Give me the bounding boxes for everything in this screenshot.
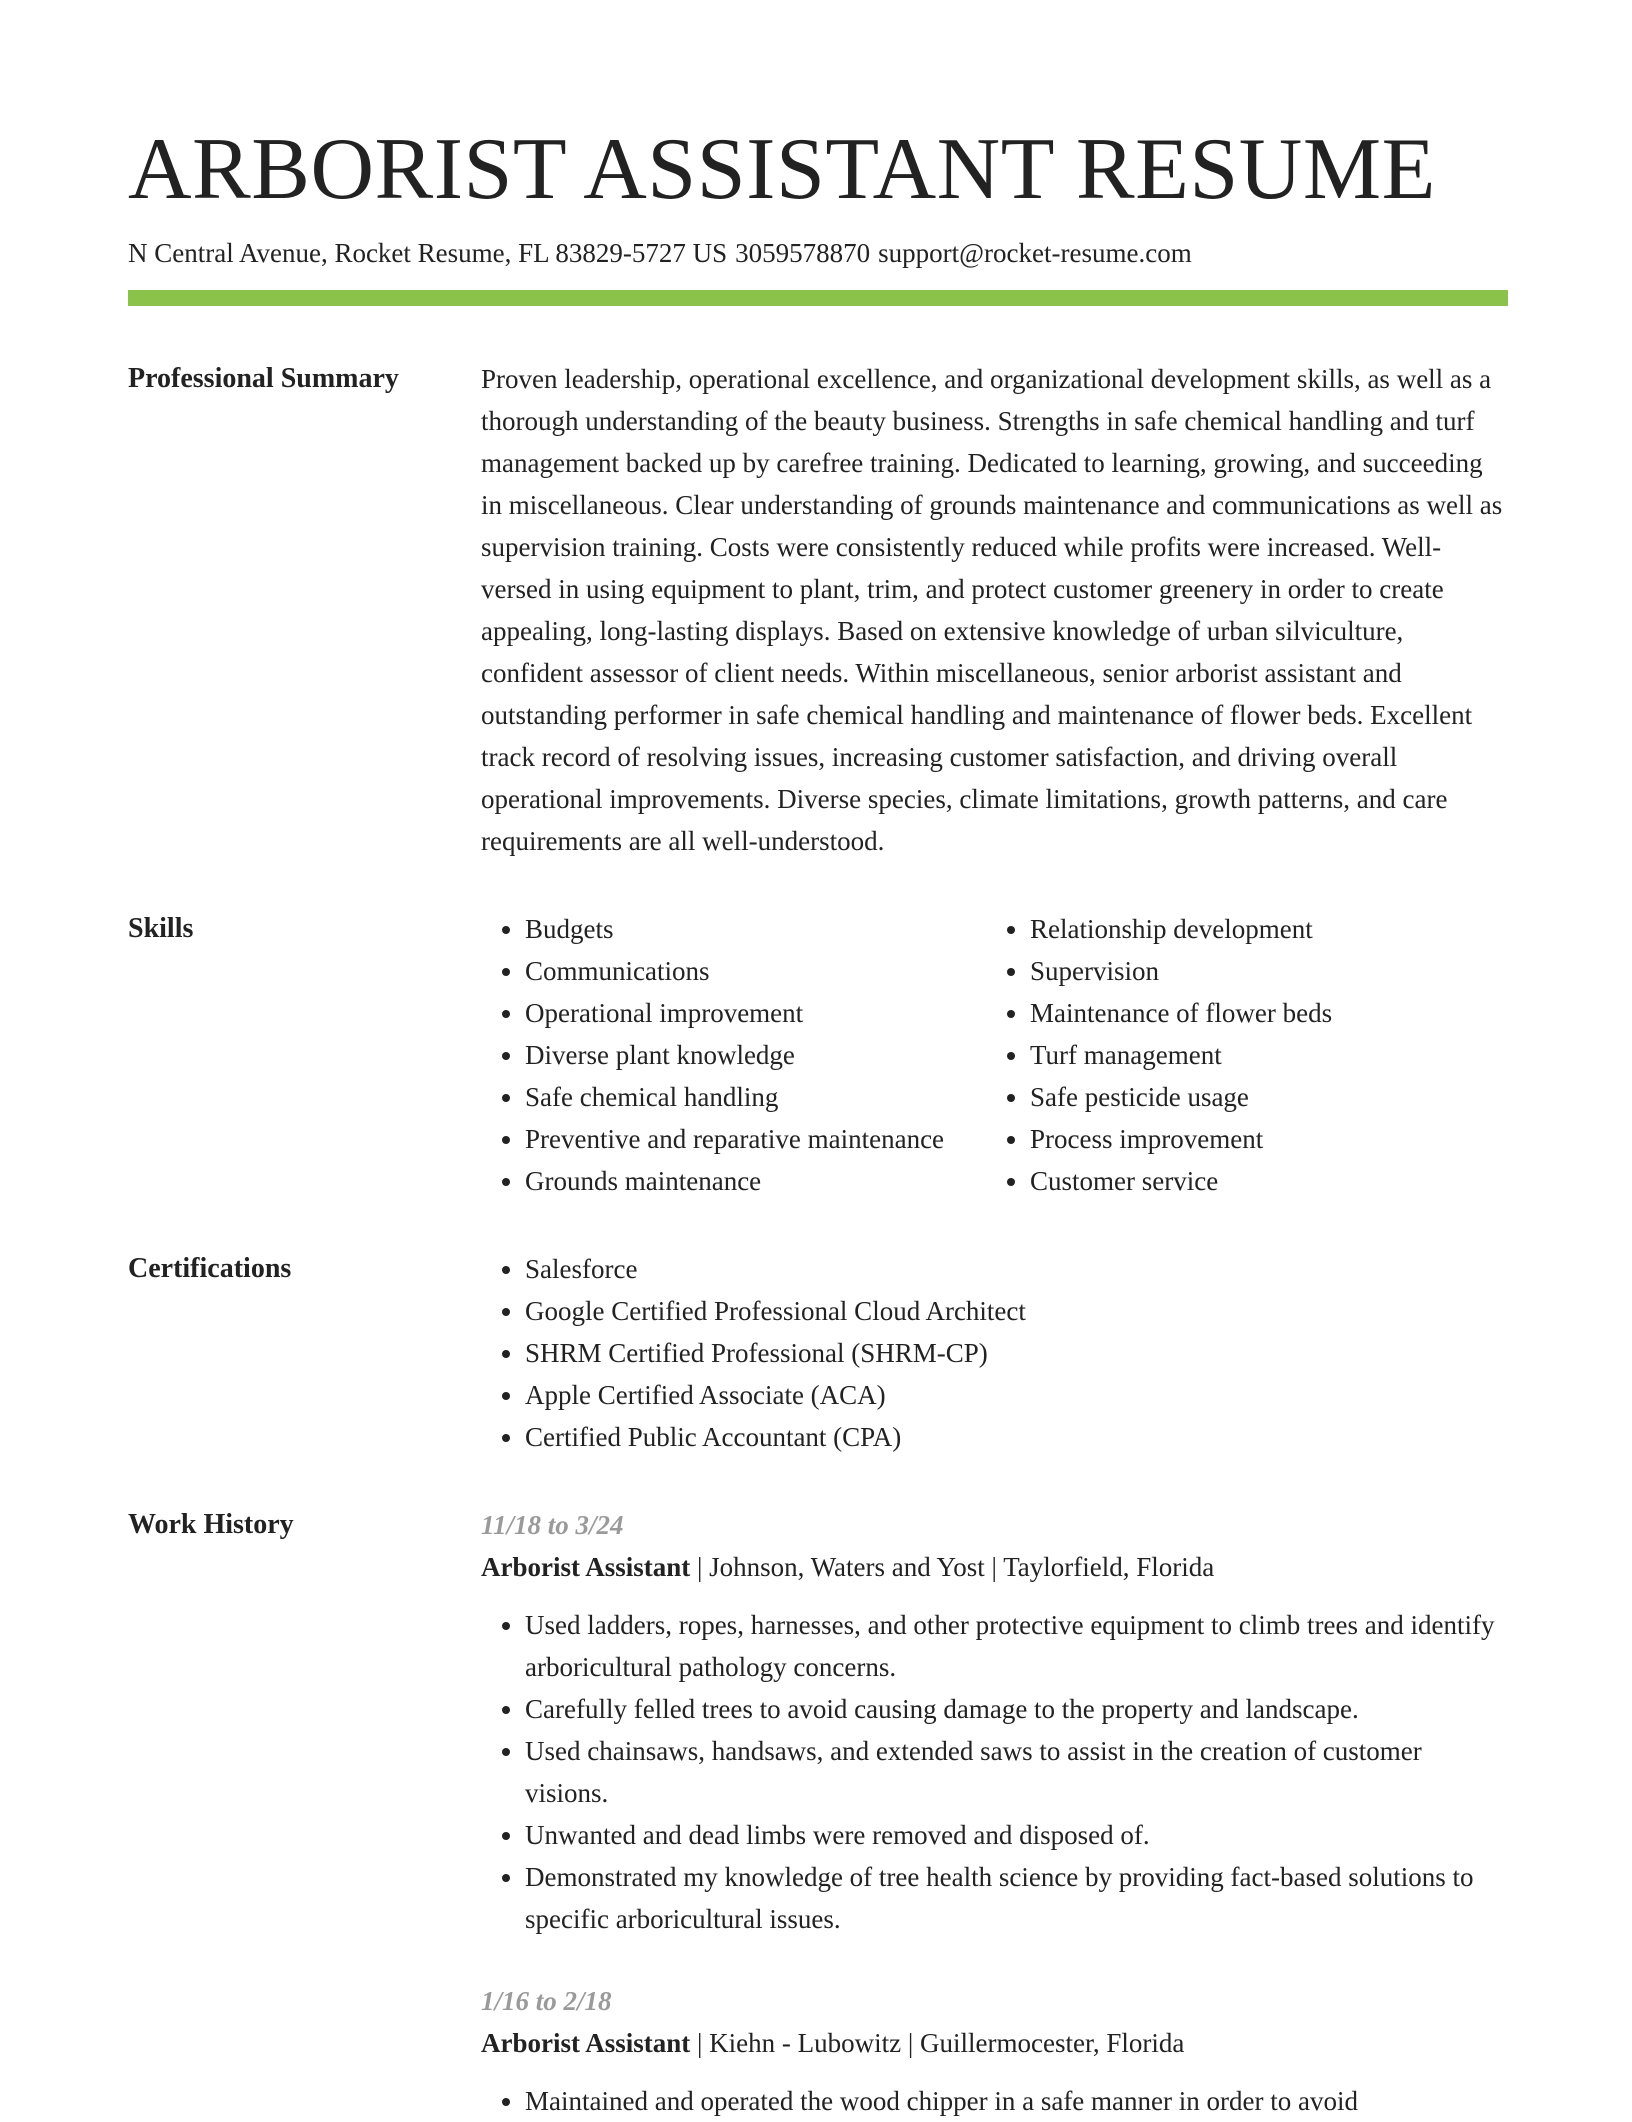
contact-email: support@rocket-resume.com (878, 238, 1192, 268)
contact-phone: 3059578870 (735, 238, 871, 268)
skill-item: • Communications (525, 950, 986, 992)
certification-item: • SHRM Certified Professional (SHRM-CP) (525, 1332, 1508, 1374)
skill-item: • Customer service (1030, 1160, 1332, 1202)
skill-item: • Turf management (1030, 1034, 1332, 1076)
job-bullet: • Demonstrated my knowledge of tree health science by providing fact-based solutions to specific arboricultural issues. (525, 1856, 1508, 1940)
resume-page (128, 0, 1508, 2122)
job-bullets (481, 1604, 1508, 1940)
summary-section (128, 358, 1508, 862)
certification-item: • Apple Certified Associate (ACA) (525, 1374, 1508, 1416)
job-bullet: • Maintained and operated the wood chipper in a safe manner in order to avoid (525, 2080, 1508, 2122)
skill-item: • Operational improvement (525, 992, 986, 1034)
certification-item: • Salesforce (525, 1248, 1508, 1290)
job-details: | Kiehn - Lubowitz | Guillermocester, Florida (690, 2028, 1185, 2058)
skill-item: • Budgets (525, 908, 986, 950)
certifications-section (128, 1248, 1508, 1458)
skills-section (128, 908, 1508, 1202)
job-bullet: • Carefully felled trees to avoid causing damage to the property and landscape. (525, 1688, 1508, 1730)
job-entry (481, 1980, 1508, 2122)
job-bullet: • Unwanted and dead limbs were removed and disposed of. (525, 1814, 1508, 1856)
skill-item: • Maintenance of flower beds (1030, 992, 1332, 1034)
skill-item: • Process improvement (1030, 1118, 1332, 1160)
skill-item: • Preventive and reparative maintenance (525, 1118, 986, 1160)
certifications-list (481, 1248, 1508, 1458)
job-dates: 11/18 to 3/24 (481, 1510, 624, 1540)
certification-item: • Certified Public Accountant (CPA) (525, 1416, 1508, 1458)
job-title: Arborist Assistant (481, 1552, 691, 1582)
skill-item: • Supervision (1030, 950, 1332, 992)
section-label-skills: Skills (128, 913, 194, 944)
job-details: | Johnson, Waters and Yost | Taylorfield, Florida (690, 1552, 1215, 1582)
page-title: ARBORIST ASSISTANT RESUME (128, 121, 1436, 218)
summary-text: Proven leadership, operational excellence, and organizational development skills, as well as a thorough understanding of the beauty business. Strengths in safe chemical handling and turf management backed up by carefree training. Dedicated to learning, growing, and succeeding in miscellaneous. Clear understanding of grounds maintenance and communications as well as supervision training. Costs were consistently reduced while profits were increased. Well-versed in using equipment to plant, trim, and protect customer greenery in order to create appealing, long-lasting displays. Based on extensive knowledge of urban silviculture, confident assessor of client needs. Within miscellaneous, senior arborist assistant and outstanding performer in safe chemical handling and maintenance of flower beds. Excellent track record of resolving issues, increasing customer satisfaction, and driving overall operational improvements. Diverse species, climate limitations, growth patterns, and care requirements are all well-understood. (481, 364, 1503, 856)
work-history-section (128, 1504, 1508, 2122)
job-bullets (481, 2080, 1508, 2122)
skills-column-2 (986, 908, 1332, 1202)
job-dates: 1/16 to 2/18 (481, 1986, 612, 2016)
skills-column-1 (481, 908, 986, 1202)
skills-grid (481, 908, 1508, 1202)
skill-item: • Safe pesticide usage (1030, 1076, 1332, 1118)
contact-address: N Central Avenue, Rocket Resume, FL 83829-5727 US (128, 238, 728, 268)
skill-item: • Diverse plant knowledge (525, 1034, 986, 1076)
section-label-certifications: Certifications (128, 1253, 292, 1284)
header-divider (128, 290, 1508, 306)
skill-item: • Relationship development (1030, 908, 1332, 950)
skill-item: • Safe chemical handling (525, 1076, 986, 1118)
job-entry (481, 1504, 1508, 1940)
certification-item: • Google Certified Professional Cloud Architect (525, 1290, 1508, 1332)
skill-item: • Grounds maintenance (525, 1160, 986, 1202)
job-bullet: • Used ladders, ropes, harnesses, and other protective equipment to climb trees and identify arboricultural pathology concerns. (525, 1604, 1508, 1688)
job-heading (481, 1546, 1508, 1588)
job-title: Arborist Assistant (481, 2028, 691, 2058)
job-heading (481, 2022, 1508, 2064)
contact-line (128, 236, 1508, 270)
section-label-work-history: Work History (128, 1509, 294, 1540)
job-bullet: • Used chainsaws, handsaws, and extended saws to assist in the creation of customer visions. (525, 1730, 1508, 1814)
section-label-summary: Professional Summary (128, 363, 399, 394)
